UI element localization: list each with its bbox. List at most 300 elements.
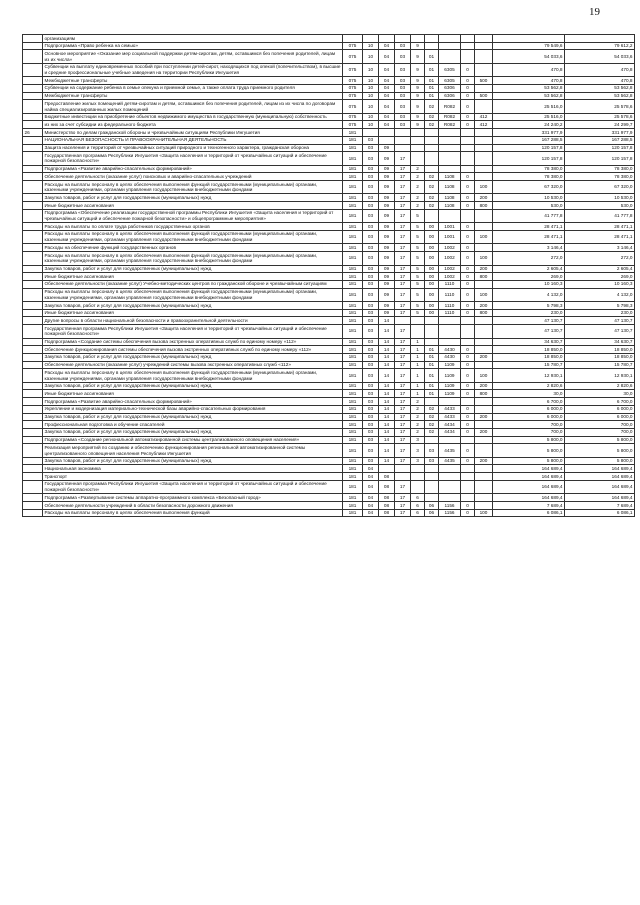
table-row <box>23 100 635 113</box>
item-name-cell: Закупка товаров, работ и услуг для государственных (муниципальных) нужд <box>43 428 343 436</box>
amount-year-1-cell: 164 689,4 <box>493 480 565 493</box>
amount-year-1-cell: 78 380,0 <box>493 173 565 181</box>
code-ministry-cell: 181 <box>343 390 363 398</box>
code-program-cell: 17 <box>395 436 411 444</box>
code-event-cell: 02 <box>425 202 439 210</box>
code-program-cell: 17 <box>395 480 411 493</box>
code-expense-type-cell: 200 <box>475 353 493 361</box>
code-subsection-cell: 14 <box>379 317 395 325</box>
amount-year-2-cell: 10 160,3 <box>565 280 635 288</box>
amount-year-1-cell: 53 562,8 <box>493 84 565 92</box>
code-expense-type-cell <box>475 361 493 369</box>
code-event-cell <box>425 473 439 481</box>
code-program-cell: 17 <box>395 152 411 165</box>
code-section-cell: 03 <box>363 181 379 194</box>
amount-year-1-cell: 25 516,0 <box>493 100 565 113</box>
table-row <box>23 63 635 76</box>
code-event-cell <box>425 152 439 165</box>
code-subprogram-cell: 3 <box>411 457 425 465</box>
item-name-cell: НАЦИОНАЛЬНАЯ БЕЗОПАСНОСТЬ И ПРАВООХРАНИТЕЛЬНАЯ ДЕЯТЕЛЬНОСТЬ <box>43 136 343 144</box>
code-suffix-cell <box>461 50 475 63</box>
code-section-cell: 03 <box>363 413 379 421</box>
code-suffix-cell <box>461 338 475 346</box>
code-event-cell: 06 <box>425 502 439 510</box>
code-expense-type-cell <box>475 317 493 325</box>
amount-year-2-cell: 470,8 <box>565 63 635 76</box>
row-number-cell <box>23 338 43 346</box>
table-row <box>23 346 635 354</box>
code-section-cell: 04 <box>363 465 379 473</box>
amount-year-1-cell: 41 777,8 <box>493 209 565 222</box>
code-section-cell: 03 <box>363 202 379 210</box>
code-subsection-cell: 09 <box>379 244 395 252</box>
code-subprogram-cell: 1 <box>411 382 425 390</box>
code-expense-type-cell <box>475 63 493 76</box>
amount-year-1-cell: 120 157,8 <box>493 144 565 152</box>
row-number-cell <box>23 194 43 202</box>
code-event-cell: 01 <box>425 84 439 92</box>
code-program-cell <box>395 129 411 137</box>
code-ministry-cell: 075 <box>343 42 363 50</box>
code-subprogram-cell: 1 <box>411 369 425 382</box>
table-row <box>23 382 635 390</box>
code-ministry-cell: 181 <box>343 444 363 457</box>
code-program-cell: 17 <box>395 252 411 265</box>
row-number-cell <box>23 84 43 92</box>
code-subprogram-cell: 1 <box>411 346 425 354</box>
code-subsection-cell: 09 <box>379 273 395 281</box>
code-event-cell <box>425 325 439 338</box>
row-number-cell <box>23 181 43 194</box>
code-program-cell: 17 <box>395 165 411 173</box>
item-name-cell: Государственная программа Республики Ингушетия «Защита населения и территорий от чрезвычайных ситуаций и обеспечение пожарной безопасности» <box>43 152 343 165</box>
code-subprogram-cell <box>411 325 425 338</box>
code-expense-type-cell <box>475 144 493 152</box>
code-subprogram-cell: 5 <box>411 302 425 310</box>
item-name-cell: Подпрограмма «Создание региональной автоматизированной системы централизованного оповещения населения» <box>43 436 343 444</box>
table-row <box>23 244 635 252</box>
code-expense-type-cell <box>475 42 493 50</box>
item-name-cell: Предоставление жилых помещений детям-сиротам и детям, оставшимся без попечения родителей, лицам из их числа по договорам найма специализированных жилых помещений <box>43 100 343 113</box>
code-subsection-cell: 14 <box>379 428 395 436</box>
table-row <box>23 230 635 243</box>
code-event-cell <box>425 209 439 222</box>
row-number-cell <box>23 444 43 457</box>
amount-year-2-cell: 28 471,1 <box>565 223 635 231</box>
item-name-cell: Расходы на выплаты персоналу в целях обеспечения выполнения функций государственными (муниципальными) органами, казенными учреждениями, органами управления государственными внебюджетными фондами <box>43 230 343 243</box>
amount-year-2-cell: 5 800,0 <box>565 457 635 465</box>
row-number-cell: 26 <box>23 129 43 137</box>
code-ministry-cell: 181 <box>343 361 363 369</box>
code-direction-cell <box>439 35 461 43</box>
code-program-cell: 17 <box>395 346 411 354</box>
row-number-cell <box>23 63 43 76</box>
amount-year-1-cell: 167 288,5 <box>493 136 565 144</box>
code-expense-type-cell: 100 <box>475 181 493 194</box>
code-subprogram-cell <box>411 317 425 325</box>
code-subprogram-cell: 2 <box>411 421 425 429</box>
code-event-cell: 00 <box>425 280 439 288</box>
code-suffix-cell <box>461 473 475 481</box>
code-suffix-cell <box>461 465 475 473</box>
code-subsection-cell: 09 <box>379 302 395 310</box>
code-suffix-cell <box>461 42 475 50</box>
code-subprogram-cell: 9 <box>411 84 425 92</box>
code-direction-cell <box>439 494 461 502</box>
code-direction-cell <box>439 165 461 173</box>
item-name-cell: Закупка товаров, работ и услуг для государственных (муниципальных) нужд <box>43 302 343 310</box>
code-direction-cell <box>439 325 461 338</box>
amount-year-2-cell: 47 130,7 <box>565 325 635 338</box>
code-subsection-cell: 09 <box>379 209 395 222</box>
code-expense-type-cell: 200 <box>475 413 493 421</box>
item-name-cell: Другие вопросы в области национальной безопасности и правоохранительной деятельности <box>43 317 343 325</box>
code-subsection-cell: 09 <box>379 223 395 231</box>
code-direction-cell: 1108 <box>439 173 461 181</box>
code-program-cell: 03 <box>395 100 411 113</box>
code-suffix-cell: 0 <box>461 181 475 194</box>
item-name-cell: Национальная экономика <box>43 465 343 473</box>
code-direction-cell: R082 <box>439 100 461 113</box>
item-name-cell: Обеспечение функционирования системы обеспечения вызова экстренных оперативных служб по единому номеру «112» <box>43 346 343 354</box>
amount-year-1-cell: 6 000,0 <box>493 413 565 421</box>
table-row <box>23 325 635 338</box>
amount-year-1-cell: 2 605,4 <box>493 265 565 273</box>
code-section-cell: 03 <box>363 173 379 181</box>
row-number-cell <box>23 361 43 369</box>
code-subprogram-cell: 5 <box>411 280 425 288</box>
item-name-cell: Иные бюджетные ассигнования <box>43 309 343 317</box>
code-section-cell: 03 <box>363 280 379 288</box>
table-row <box>23 421 635 429</box>
code-subprogram-cell: 2 <box>411 413 425 421</box>
code-direction-cell <box>439 136 461 144</box>
item-name-cell: Подпрограмма «Создание системы обеспечения вызова экстренных оперативных служб по единому номеру «112» <box>43 338 343 346</box>
code-subprogram-cell: 9 <box>411 121 425 129</box>
code-section-cell: 03 <box>363 152 379 165</box>
code-direction-cell: 1156 <box>439 509 461 517</box>
item-name-cell: Транспорт <box>43 473 343 481</box>
code-subprogram-cell: 2 <box>411 194 425 202</box>
code-expense-type-cell: 500 <box>475 92 493 100</box>
code-direction-cell <box>439 144 461 152</box>
amount-year-1-cell: 700,0 <box>493 421 565 429</box>
amount-year-2-cell: 7 689,4 <box>565 502 635 510</box>
row-number-cell <box>23 369 43 382</box>
table-row <box>23 457 635 465</box>
code-ministry-cell: 181 <box>343 129 363 137</box>
code-subprogram-cell: 2 <box>411 181 425 194</box>
table-row <box>23 173 635 181</box>
code-event-cell: 02 <box>425 113 439 121</box>
amount-year-2-cell: 78 380,0 <box>565 173 635 181</box>
code-section-cell: 10 <box>363 121 379 129</box>
code-suffix-cell: 0 <box>461 84 475 92</box>
item-name-cell: Расходы на выплаты по оплате труда работников государственных органов <box>43 223 343 231</box>
code-event-cell: 02 <box>425 428 439 436</box>
code-suffix-cell <box>461 144 475 152</box>
code-section-cell: 03 <box>363 325 379 338</box>
code-ministry-cell: 181 <box>343 494 363 502</box>
amount-year-1-cell: 6 086,1 <box>493 509 565 517</box>
code-suffix-cell: 0 <box>461 390 475 398</box>
code-section-cell: 03 <box>363 369 379 382</box>
code-event-cell: 02 <box>425 121 439 129</box>
code-suffix-cell <box>461 35 475 43</box>
item-name-cell: Подпрограмма «Развертывание системы аппаратно-программного комплекса «Безопасный город» <box>43 494 343 502</box>
code-suffix-cell: 0 <box>461 346 475 354</box>
code-section-cell: 03 <box>363 265 379 273</box>
table-row <box>23 361 635 369</box>
code-direction-cell: 1002 <box>439 244 461 252</box>
amount-year-1-cell: 67 320,0 <box>493 181 565 194</box>
code-ministry-cell: 181 <box>343 369 363 382</box>
code-subprogram-cell <box>411 136 425 144</box>
code-subsection-cell: 14 <box>379 325 395 338</box>
code-program-cell: 17 <box>395 302 411 310</box>
code-program-cell: 17 <box>395 405 411 413</box>
code-event-cell: 02 <box>425 421 439 429</box>
table-row <box>23 273 635 281</box>
code-direction-cell: 4433 <box>439 413 461 421</box>
code-subprogram-cell: 2 <box>411 173 425 181</box>
table-row <box>23 413 635 421</box>
code-event-cell <box>425 338 439 346</box>
code-suffix-cell <box>461 129 475 137</box>
amount-year-2-cell: 2 605,4 <box>565 265 635 273</box>
code-event-cell: 01 <box>425 92 439 100</box>
code-direction-cell <box>439 480 461 493</box>
code-suffix-cell: 0 <box>461 77 475 85</box>
amount-year-2-cell: 6 000,0 <box>565 413 635 421</box>
code-direction-cell: 1110 <box>439 302 461 310</box>
item-name-cell: Расходы на выплаты персоналу в целях обеспечения выполнения функций государственными (муниципальными) органами, казенными учреждениями, органами управления государственными внебюджетными фондами <box>43 288 343 301</box>
code-expense-type-cell <box>475 84 493 92</box>
code-program-cell <box>395 35 411 43</box>
code-expense-type-cell: 100 <box>475 252 493 265</box>
code-suffix-cell: 0 <box>461 428 475 436</box>
code-subprogram-cell: 3 <box>411 444 425 457</box>
code-subprogram-cell: 5 <box>411 273 425 281</box>
code-direction-cell: 1156 <box>439 502 461 510</box>
amount-year-2-cell: 10 530,0 <box>565 194 635 202</box>
code-program-cell: 03 <box>395 84 411 92</box>
code-ministry-cell: 181 <box>343 273 363 281</box>
amount-year-2-cell: 269,0 <box>565 273 635 281</box>
code-expense-type-cell <box>475 50 493 63</box>
code-expense-type-cell <box>475 494 493 502</box>
code-event-cell: 00 <box>425 252 439 265</box>
code-ministry-cell: 181 <box>343 202 363 210</box>
code-expense-type-cell <box>475 209 493 222</box>
amount-year-2-cell: 700,0 <box>565 428 635 436</box>
code-program-cell: 17 <box>395 309 411 317</box>
row-number-cell <box>23 209 43 222</box>
code-subsection-cell: 14 <box>379 346 395 354</box>
code-subprogram-cell: 2 <box>411 202 425 210</box>
table-row <box>23 265 635 273</box>
code-program-cell: 17 <box>395 361 411 369</box>
item-name-cell: Расходы на выплаты персоналу в целях обеспечения выполнения функций государственными (муниципальными) органами, казенными учреждениями, органами управления государственными внебюджетными фондами <box>43 181 343 194</box>
code-subsection-cell: 08 <box>379 502 395 510</box>
code-program-cell <box>395 144 411 152</box>
amount-year-1-cell: 53 562,8 <box>493 92 565 100</box>
code-direction-cell: 1109 <box>439 390 461 398</box>
code-subsection-cell: 09 <box>379 152 395 165</box>
code-section-cell: 03 <box>363 457 379 465</box>
code-ministry-cell: 075 <box>343 100 363 113</box>
code-program-cell: 03 <box>395 121 411 129</box>
code-subsection-cell: 09 <box>379 202 395 210</box>
code-section-cell: 04 <box>363 502 379 510</box>
code-subprogram-cell: 5 <box>411 309 425 317</box>
code-direction-cell <box>439 465 461 473</box>
item-name-cell: Обеспечение деятельности (оказание услуг) поисковых и аварийно-спасательных учреждений <box>43 173 343 181</box>
code-suffix-cell <box>461 325 475 338</box>
item-name-cell: Иные бюджетные ассигнования <box>43 390 343 398</box>
code-direction-cell: 1001 <box>439 223 461 231</box>
item-name-cell: Бюджетные инвестиции на приобретение объектов недвижимого имущества в государственную (муниципальную) собственность <box>43 113 343 121</box>
code-expense-type-cell <box>475 421 493 429</box>
code-section-cell: 03 <box>363 398 379 406</box>
code-section-cell: 04 <box>363 509 379 517</box>
code-expense-type-cell: 200 <box>475 265 493 273</box>
row-number-cell <box>23 353 43 361</box>
row-number-cell <box>23 302 43 310</box>
code-ministry-cell: 181 <box>343 428 363 436</box>
item-name-cell: Субвенции на выплату единовременных пособий при поступлении детей-сирот, находящихся под опекой (попечительством), в высшие и средние профессиональные учебные заведения на территории Республики Ингушетия <box>44 64 341 76</box>
code-suffix-cell: 0 <box>461 202 475 210</box>
code-subprogram-cell: 5 <box>411 223 425 231</box>
code-subprogram-cell: 2 <box>411 405 425 413</box>
code-section-cell: 10 <box>363 63 379 76</box>
item-name-cell: Расходы на обеспечение функций государственных органов <box>43 244 343 252</box>
code-suffix-cell <box>461 436 475 444</box>
code-subprogram-cell: 6 <box>411 509 425 517</box>
code-subprogram-cell: 1 <box>411 338 425 346</box>
amount-year-2-cell: 18 850,0 <box>565 346 635 354</box>
code-subprogram-cell: 2 <box>411 428 425 436</box>
amount-year-2-cell: 164 689,4 <box>565 465 635 473</box>
amount-year-1-cell: 24 240,2 <box>493 121 565 129</box>
item-name-cell: Субвенции на содержание ребенка в семье опекуна и приемной семье, а также оплата труда приемного родителя <box>43 84 343 92</box>
code-suffix-cell: 0 <box>461 280 475 288</box>
code-ministry-cell: 075 <box>343 92 363 100</box>
code-ministry-cell: 181 <box>343 181 363 194</box>
amount-year-1-cell: 2 820,6 <box>493 382 565 390</box>
item-name-cell: Обеспечение деятельности учреждений в области безопасности дорожного движения <box>43 502 343 510</box>
table-row <box>23 202 635 210</box>
table-row <box>23 84 635 92</box>
code-subsection-cell: 14 <box>379 361 395 369</box>
code-program-cell: 03 <box>395 113 411 121</box>
row-number-cell <box>23 280 43 288</box>
code-section-cell: 03 <box>363 353 379 361</box>
code-program-cell: 17 <box>395 390 411 398</box>
code-ministry-cell: 075 <box>343 113 363 121</box>
table-row <box>23 398 635 406</box>
code-expense-type-cell <box>475 280 493 288</box>
table-row <box>23 302 635 310</box>
code-section-cell: 03 <box>363 444 379 457</box>
amount-year-2-cell: 4 132,0 <box>565 288 635 301</box>
item-name-cell: Подпрограмма «Развитие аварийно-спасательных формирований» <box>43 165 343 173</box>
code-direction-cell: R082 <box>439 121 461 129</box>
code-program-cell: 17 <box>395 181 411 194</box>
amount-year-2-cell: 53 562,8 <box>565 84 635 92</box>
code-suffix-cell: 0 <box>461 273 475 281</box>
code-subsection-cell: 14 <box>379 390 395 398</box>
amount-year-1-cell <box>493 35 565 43</box>
item-name-cell: Реализация мероприятий по созданию и обеспечению функционирования региональной автоматизированной системы централизованного оповещения населения Республики Ингушетия <box>43 444 343 457</box>
amount-year-2-cell: 78 380,0 <box>565 165 635 173</box>
code-expense-type-cell: 100 <box>475 288 493 301</box>
row-number-cell <box>23 502 43 510</box>
amount-year-2-cell: 47 130,7 <box>565 317 635 325</box>
code-expense-type-cell <box>475 465 493 473</box>
code-subprogram-cell: 5 <box>411 265 425 273</box>
code-event-cell <box>425 165 439 173</box>
code-suffix-cell <box>461 152 475 165</box>
code-ministry-cell: 181 <box>343 144 363 152</box>
code-direction-cell: 4433 <box>439 405 461 413</box>
code-expense-type-cell <box>475 480 493 493</box>
code-section-cell: 03 <box>363 223 379 231</box>
code-section-cell: 10 <box>363 42 379 50</box>
code-event-cell: 00 <box>425 309 439 317</box>
row-number-cell <box>23 252 43 265</box>
amount-year-2-cell <box>565 35 635 43</box>
amount-year-1-cell: 10 530,0 <box>493 194 565 202</box>
amount-year-2-cell: 30,0 <box>565 390 635 398</box>
row-number-cell <box>23 309 43 317</box>
code-event-cell: 06 <box>425 509 439 517</box>
code-event-cell: 00 <box>425 273 439 281</box>
code-subsection-cell: 09 <box>379 280 395 288</box>
code-subsection-cell: 08 <box>379 473 395 481</box>
code-direction-cell: 4434 <box>439 428 461 436</box>
code-ministry-cell: 181 <box>343 338 363 346</box>
code-subprogram-cell: 3 <box>411 436 425 444</box>
amount-year-2-cell: 272,0 <box>565 252 635 265</box>
code-subprogram-cell: 9 <box>411 100 425 113</box>
code-expense-type-cell <box>475 100 493 113</box>
amount-year-2-cell: 120 157,8 <box>565 144 635 152</box>
code-program-cell: 17 <box>395 428 411 436</box>
table-row <box>23 223 635 231</box>
row-number-cell <box>23 165 43 173</box>
code-section-cell: 03 <box>363 244 379 252</box>
table-row <box>23 465 635 473</box>
amount-year-2-cell: 331 977,9 <box>565 129 635 137</box>
code-subsection-cell: 04 <box>379 77 395 85</box>
item-name-cell: Межбюджетные трансферты <box>43 92 343 100</box>
code-expense-type-cell <box>475 136 493 144</box>
amount-year-2-cell: 5 798,3 <box>565 302 635 310</box>
code-subsection-cell: 14 <box>379 369 395 382</box>
amount-year-1-cell: 269,0 <box>493 273 565 281</box>
code-section-cell: 04 <box>363 480 379 493</box>
code-section-cell: 03 <box>363 288 379 301</box>
table-row <box>23 480 635 493</box>
code-subprogram-cell: 1 <box>411 353 425 361</box>
item-name-cell: Защита населения и территорий от чрезвычайных ситуаций природного и техногенного характера, гражданская оборона <box>43 144 343 152</box>
code-suffix-cell: 0 <box>461 194 475 202</box>
code-event-cell: 01 <box>425 353 439 361</box>
item-name-cell: Закупка товаров, работ и услуг для государственных (муниципальных) нужд <box>43 457 343 465</box>
code-subprogram-cell: 9 <box>411 42 425 50</box>
code-ministry-cell: 075 <box>343 84 363 92</box>
